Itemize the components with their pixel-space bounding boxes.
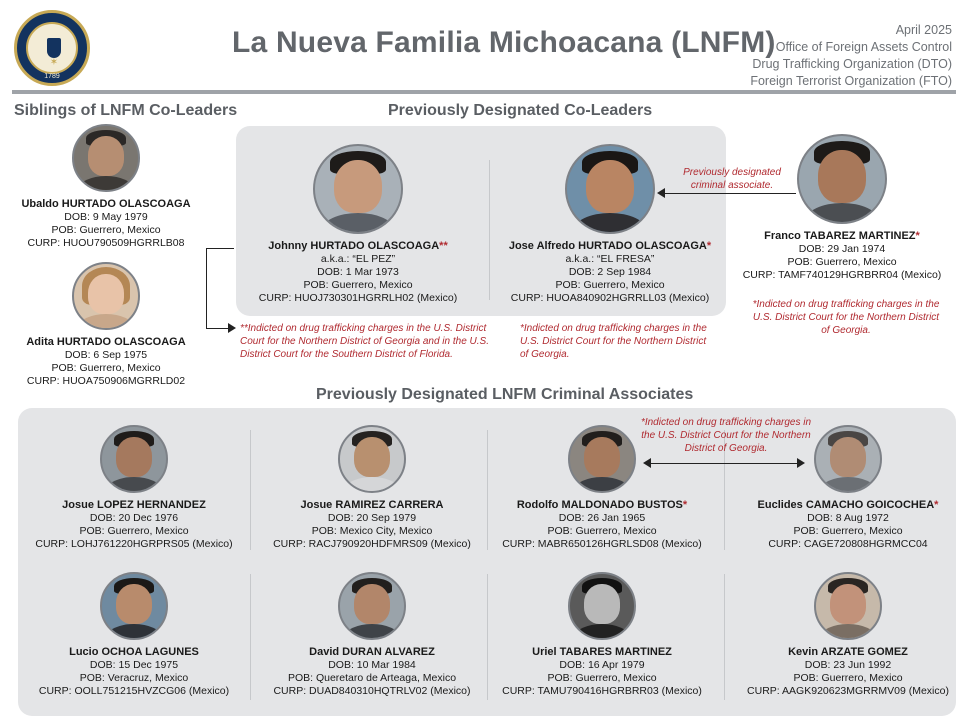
indictment-mark: **	[439, 240, 448, 252]
person-dob: DOB: 23 Jun 1992	[804, 659, 892, 671]
person-dob: DOB: 1 Mar 1973	[317, 266, 399, 278]
person-dob: DOB: 20 Dec 1976	[89, 512, 179, 524]
person-curp: CURP: OOLL751215HVZCG06 (Mexico)	[38, 685, 230, 697]
person-dob: DOB: 16 Apr 1979	[559, 659, 645, 671]
person-name: Ubaldo HURTADO OLASCOAGA	[21, 198, 191, 210]
person-name: Adita HURTADO OLASCOAGA	[26, 336, 186, 348]
person-card-david	[252, 572, 492, 698]
portrait-photo	[814, 425, 882, 493]
person-aka: a.k.a.: “EL FRESA”	[565, 253, 655, 265]
seal-year: 1789	[44, 73, 60, 80]
person-card-lucio	[14, 572, 254, 698]
person-dob: DOB: 2 Sep 1984	[568, 266, 652, 278]
person-curp: CURP: HUOU790509HGRRLB08	[27, 237, 185, 249]
person-dob: DOB: 15 Dec 1975	[89, 659, 179, 671]
person-pob: POB: Mexico City, Mexico	[311, 525, 433, 537]
person-aka: a.k.a.: “EL PEZ”	[320, 253, 396, 265]
person-card-uriel	[482, 572, 722, 698]
person-name: Rodolfo MALDONADO BUSTOS*	[516, 499, 688, 511]
person-curp: CURP: HUOA750906MGRRLD02	[26, 375, 186, 387]
person-dob: DOB: 6 Sep 1975	[64, 349, 148, 361]
bracket-arrow-icon	[228, 323, 236, 333]
person-name: Kevin ARZATE GOMEZ	[788, 646, 908, 658]
header-date: April 2025	[895, 23, 952, 37]
note-previous-associate: Previously designated criminal associate.	[683, 167, 781, 191]
portrait-photo	[313, 144, 403, 234]
person-name: Lucio OCHOA LAGUNES	[69, 646, 199, 658]
person-pob: POB: Queretaro de Arteaga, Mexico	[287, 672, 457, 684]
person-card-franco	[722, 134, 962, 282]
portrait-photo	[72, 262, 140, 330]
indictment-mark: *	[934, 499, 939, 511]
person-name: Johnny HURTADO OLASCOAGA**	[268, 240, 448, 252]
page-title: La Nueva Familia Michoacana (LNFM)	[232, 26, 776, 59]
portrait-photo	[338, 572, 406, 640]
person-pob: POB: Guerrero, Mexico	[787, 256, 897, 268]
person-pob: POB: Guerrero, Mexico	[547, 525, 657, 537]
person-name: Josue LOPEZ HERNANDEZ	[62, 499, 206, 511]
portrait-photo	[565, 144, 655, 234]
person-pob: POB: Guerrero, Mexico	[547, 672, 657, 684]
person-dob: DOB: 29 Jan 1974	[798, 243, 886, 255]
person-curp: CURP: LOHJ761220HGRPRS05 (Mexico)	[35, 538, 233, 550]
person-name: Josue RAMIREZ CARRERA	[300, 499, 444, 511]
person-pob: POB: Guerrero, Mexico	[303, 279, 413, 291]
portrait-photo	[72, 124, 140, 192]
indictment-mark: *	[706, 240, 712, 252]
person-curp: CURP: RACJ790920HDFMRS09 (Mexico)	[273, 538, 471, 550]
indictment-mark: *	[682, 499, 688, 511]
arrow-left-icon	[643, 458, 651, 468]
person-dob: DOB: 8 Aug 1972	[807, 512, 889, 524]
section-siblings: Siblings of LNFM Co-Leaders	[14, 102, 238, 119]
person-name: Jose Alfredo HURTADO OLASCOAGA*	[508, 240, 712, 252]
person-curp: CURP: TAMU790416HGRBRR03 (Mexico)	[502, 685, 702, 697]
portrait-photo	[338, 425, 406, 493]
person-dob: DOB: 26 Jan 1965	[558, 512, 646, 524]
header-rule	[12, 90, 956, 94]
associates-connector	[650, 463, 798, 464]
person-pob: POB: Guerrero, Mexico	[793, 525, 903, 537]
person-pob: POB: Guerrero, Mexico	[51, 224, 161, 236]
person-name: Euclides CAMACHO GOICOCHEA*	[757, 499, 939, 511]
person-dob: DOB: 9 May 1979	[64, 211, 148, 223]
person-card-johnny	[238, 144, 478, 305]
person-pob: POB: Guerrero, Mexico	[793, 672, 903, 684]
person-card-kevin	[728, 572, 968, 698]
header-fto: Foreign Terrorist Organization (FTO)	[750, 74, 952, 88]
note-rodolfo-indictment: *Indicted on drug trafficking charges in the U.S. District Court for the Northern District of Georgia.	[640, 417, 812, 454]
shield-icon	[47, 38, 61, 58]
portrait-photo	[568, 572, 636, 640]
person-card-ubaldo	[0, 124, 226, 250]
note-johnny-indictment: **Indicted on drug trafficking charges in the U.S. District Court for the Northern District of Georgia and in the U.S. District Court for the Southern District of Florida.	[240, 323, 489, 360]
person-curp: CURP: CAGE720808HGRMCC04	[768, 538, 928, 550]
person-card-josue-lopez	[14, 425, 254, 551]
seal-inner: ✶	[26, 22, 78, 74]
portrait-photo	[797, 134, 887, 224]
header-dto: Drug Trafficking Organization (DTO)	[752, 57, 952, 71]
header-meta	[750, 22, 952, 90]
section-associates: Previously Designated LNFM Criminal Associates	[316, 386, 694, 403]
person-pob: POB: Guerrero, Mexico	[79, 525, 189, 537]
note-jose-indictment: *Indicted on drug trafficking charges in the U.S. District Court for the Northern District of Georgia.	[520, 323, 707, 360]
treasury-seal	[14, 10, 90, 86]
person-curp: CURP: TAMF740129HGRBRR04 (Mexico)	[742, 269, 942, 281]
portrait-photo	[814, 572, 882, 640]
person-pob: POB: Guerrero, Mexico	[51, 362, 161, 374]
person-curp: CURP: HUOJ730301HGRRLH02 (Mexico)	[258, 292, 458, 304]
person-name: David DURAN ALVAREZ	[309, 646, 435, 658]
person-card-josue-ramirez	[252, 425, 492, 551]
sibling-bracket	[206, 248, 207, 328]
person-curp: CURP: HUOA840902HGRRLL03 (Mexico)	[510, 292, 710, 304]
header-office: Office of Foreign Assets Control	[775, 40, 952, 54]
portrait-photo	[568, 425, 636, 493]
person-dob: DOB: 20 Sep 1979	[327, 512, 417, 524]
person-card-adita	[0, 262, 226, 388]
person-name: Franco TABAREZ MARTINEZ*	[764, 230, 920, 242]
arrow-right-icon	[797, 458, 805, 468]
person-dob: DOB: 10 Mar 1984	[328, 659, 416, 671]
indictment-mark: *	[915, 230, 920, 242]
person-name: Uriel TABARES MARTINEZ	[532, 646, 672, 658]
person-pob: POB: Veracruz, Mexico	[79, 672, 189, 684]
note-franco-indictment: *Indicted on drug trafficking charges in the U.S. District Court for the Northern District of Georgia.	[752, 299, 940, 336]
section-coleaders: Previously Designated Co-Leaders	[388, 102, 653, 119]
arrow-left-icon	[657, 188, 665, 198]
person-curp: CURP: DUAD840310HQTRLV02 (Mexico)	[273, 685, 471, 697]
person-pob: POB: Guerrero, Mexico	[555, 279, 665, 291]
person-curp: CURP: MABR650126HGRLSD08 (Mexico)	[502, 538, 702, 550]
portrait-photo	[100, 572, 168, 640]
person-curp: CURP: AAGK920623MGRRMV09 (Mexico)	[747, 685, 949, 697]
portrait-photo	[100, 425, 168, 493]
